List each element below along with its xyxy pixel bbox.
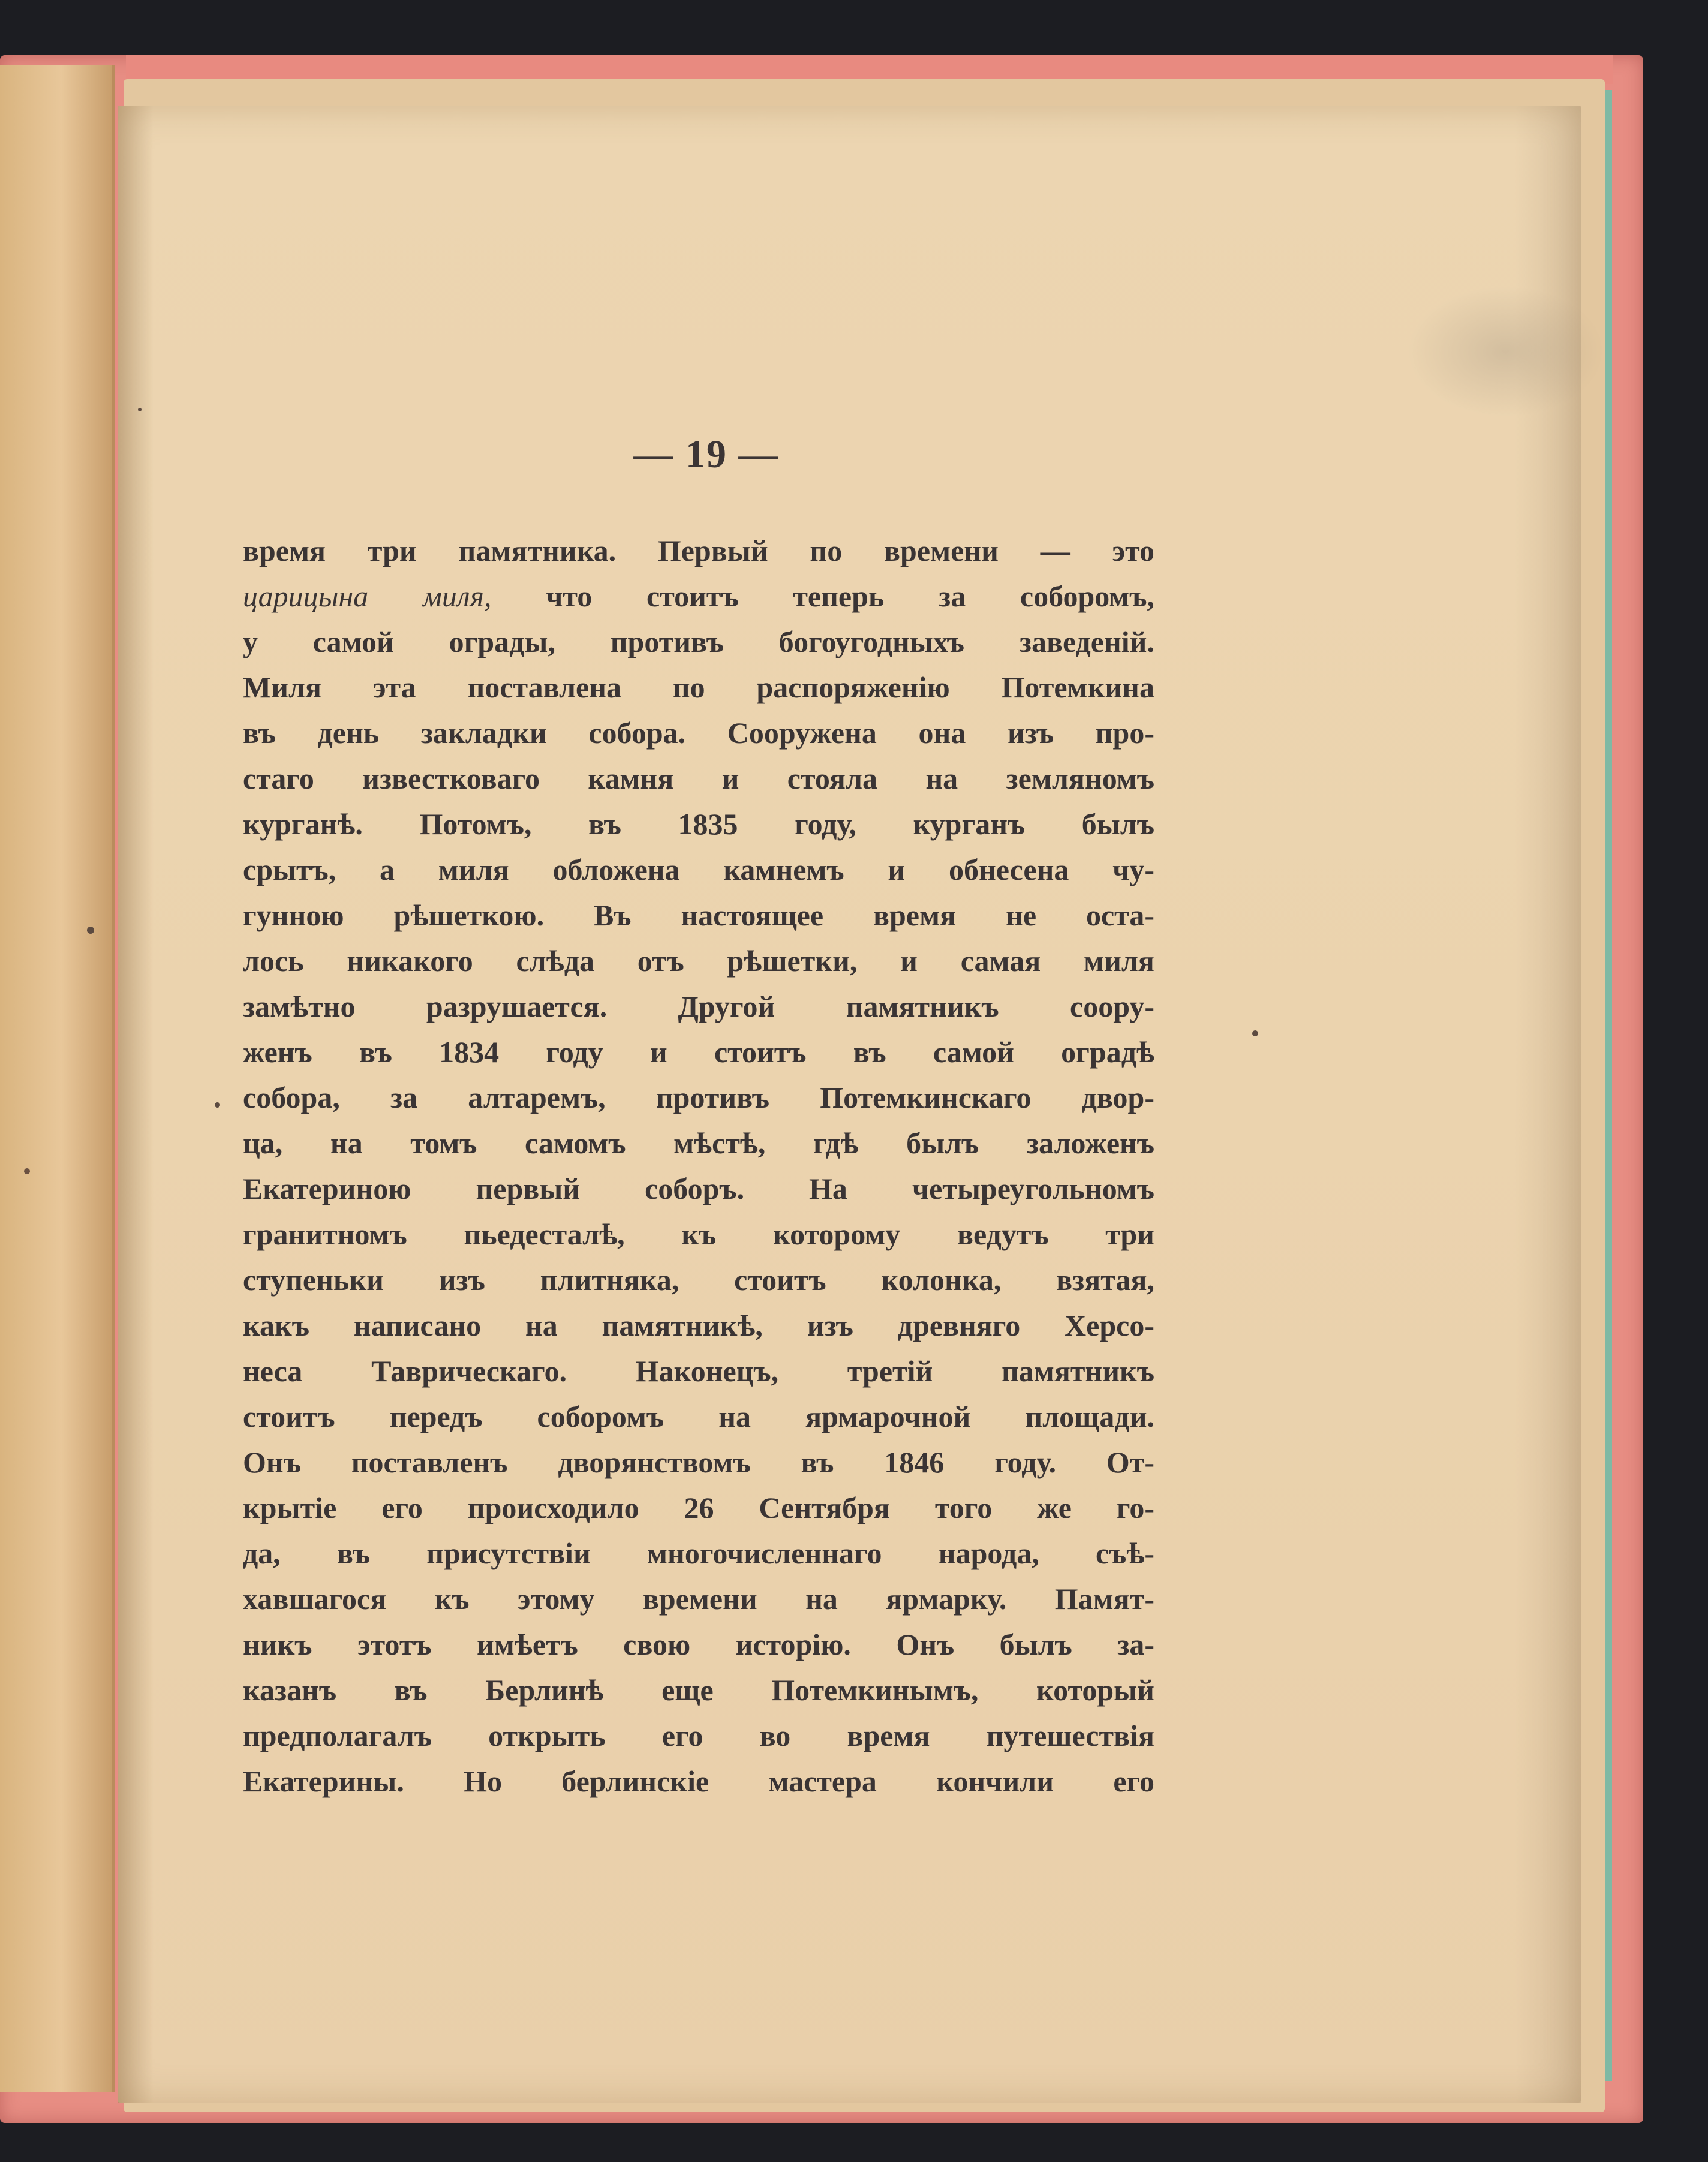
text-line: ца, на томъ самомъ мѣстѣ, гдѣ былъ заложенъ xyxy=(243,1126,1154,1160)
ink-fleck xyxy=(87,927,94,934)
paper-stain xyxy=(1407,285,1605,417)
ink-fleck xyxy=(1252,1030,1258,1036)
text-line: срытъ, а миля обложена камнемъ и обнесена чу- xyxy=(243,853,1154,886)
page-blemish xyxy=(24,1168,30,1174)
text-line: время три памятника. Первый по времени — это xyxy=(243,534,1154,567)
text-line: какъ написано на памятникѣ, изъ древняго Херсо- xyxy=(243,1309,1154,1342)
text-line: гунною рѣшеткою. Въ настоящее время не оста- xyxy=(243,898,1154,932)
text-line: предполагалъ открыть его во время путешествія xyxy=(243,1719,1154,1752)
gutter-shadow xyxy=(118,106,154,2103)
italic-phrase: царицына миля, xyxy=(243,579,492,613)
text-line: въ день закладки собора. Сооружена она изъ про- xyxy=(243,716,1154,750)
text-line: стоитъ передъ соборомъ на ярмарочной площади. xyxy=(243,1400,1154,1433)
text-line: да, въ присутствіи многочисленнаго народа, съѣ- xyxy=(243,1536,1154,1570)
ink-fleck xyxy=(215,1102,220,1108)
text-line: курганѣ. Потомъ, въ 1835 году, курганъ былъ xyxy=(243,807,1154,841)
text-line: у самой ограды, противъ богоугодныхъ заведеній. xyxy=(243,625,1154,658)
text-line xyxy=(243,573,1154,619)
text-line: крытіе его происходило 26 Сентября того же го- xyxy=(243,1491,1154,1524)
text-line: Екатерины. Но берлинскіе мастера кончили его xyxy=(243,1764,1154,1798)
ink-fleck xyxy=(138,408,142,411)
left-page-edge xyxy=(0,65,115,2092)
text-line: казанъ въ Берлинѣ еще Потемкинымъ, который xyxy=(243,1673,1154,1707)
text-line: неса Таврическаго. Наконецъ, третій памятникъ xyxy=(243,1354,1154,1388)
text-line-rest: что стоитъ теперь за соборомъ, xyxy=(546,579,1154,613)
text-line: Миля эта поставлена по распоряженію Потемкина xyxy=(243,670,1154,704)
text-line: никъ этотъ имѣетъ свою исторію. Онъ былъ за- xyxy=(243,1628,1154,1661)
text-line: гранитномъ пьедесталѣ, къ которому ведутъ три xyxy=(243,1217,1154,1251)
body-text xyxy=(243,528,1154,1804)
text-line: Онъ поставленъ дворянствомъ въ 1846 году. От- xyxy=(243,1445,1154,1479)
text-line: замѣтно разрушается. Другой памятникъ соору- xyxy=(243,990,1154,1023)
text-line: ступеньки изъ плитняка, стоитъ колонка, взятая, xyxy=(243,1263,1154,1297)
text-line: женъ въ 1834 году и стоитъ въ самой оградѣ xyxy=(243,1035,1154,1069)
text-line: Екатериною первый соборъ. На четыреугольномъ xyxy=(243,1172,1154,1205)
text-line: хавшагося къ этому времени на ярмарку. Памят- xyxy=(243,1582,1154,1616)
page-number: — 19 — xyxy=(633,432,780,476)
text-line: собора, за алтаремъ, противъ Потемкинскаго двор- xyxy=(243,1081,1154,1114)
text-line: стаго известковаго камня и стояла на земляномъ xyxy=(243,762,1154,795)
text-line: лось никакого слѣда отъ рѣшетки, и самая миля xyxy=(243,944,1154,978)
